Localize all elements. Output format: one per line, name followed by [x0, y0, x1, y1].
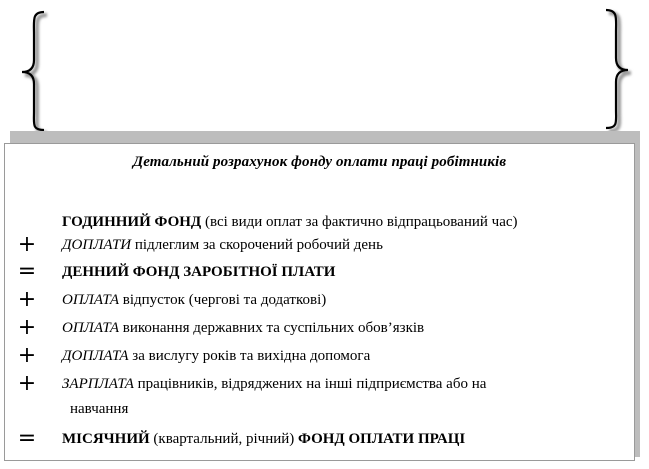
- row-emphasis: ЗАРПЛАТА: [62, 376, 134, 392]
- row-civic-duties-pay: [5, 315, 634, 340]
- left-brace-icon: [22, 12, 47, 133]
- row-rest: виконання державних та суспільних обов’язків: [118, 320, 425, 336]
- row-monthly-fund: [5, 426, 634, 451]
- equals-sign: =: [17, 426, 37, 451]
- equals-sign: =: [17, 259, 37, 284]
- row-rest: працівників, відряджених на інші підприємства або на: [133, 376, 487, 392]
- plus-sign: +: [17, 343, 37, 368]
- row-emphasis: МІСЯЧНИЙ: [62, 431, 150, 447]
- right-brace-icon: [606, 10, 631, 131]
- row-rest: за вислугу років та вихідна допомога: [128, 348, 371, 364]
- row-text: [62, 374, 486, 394]
- plus-sign: +: [17, 287, 37, 312]
- row-text: [62, 429, 465, 449]
- row-short-day-surcharge: [5, 232, 634, 257]
- row-daily-fund: [5, 259, 634, 284]
- row-rest: підлеглим за скорочений робочий день: [131, 237, 383, 253]
- row-emphasis: ГОДИННИЙ ФОНД: [62, 214, 202, 230]
- row-vacation-pay: [5, 287, 634, 312]
- row-text: [62, 290, 326, 310]
- calculation-box: [4, 143, 635, 461]
- row-emphasis: ДОПЛАТА: [62, 348, 129, 364]
- row-text: [62, 212, 518, 232]
- plus-sign: +: [17, 371, 37, 396]
- row-text: [62, 235, 383, 255]
- row-rest: (квартальний, річний): [149, 431, 299, 447]
- row-seconded-salary: [5, 371, 634, 396]
- row-seniority-surcharge: [5, 343, 634, 368]
- row-emphasis: ДОПЛАТИ: [62, 237, 132, 253]
- row-text: [62, 346, 370, 366]
- plus-sign: +: [17, 232, 37, 257]
- row-emphasis: ОПЛАТА: [62, 292, 119, 308]
- row-emphasis: ОПЛАТА: [62, 320, 119, 336]
- box-title: Детальний розрахунок фонду оплати праці робітників: [132, 154, 507, 170]
- row-text: [62, 262, 335, 282]
- row-emphasis: ДЕННИЙ ФОНД ЗАРОБІТНОЇ ПЛАТИ: [62, 264, 336, 280]
- row-hourly-fund: [5, 212, 634, 234]
- row-text: [62, 318, 424, 338]
- braces-decoration: [0, 0, 649, 140]
- row-seconded-salary-continuation: [5, 399, 634, 421]
- row-emphasis-2: ФОНД ОПЛАТИ ПРАЦІ: [298, 431, 466, 447]
- plus-sign: +: [17, 315, 37, 340]
- row-continuation: навчання: [70, 401, 129, 417]
- row-rest: відпусток (чергові та додаткові): [118, 292, 327, 308]
- row-rest: (всі види оплат за фактично відпрацьований час): [201, 214, 518, 230]
